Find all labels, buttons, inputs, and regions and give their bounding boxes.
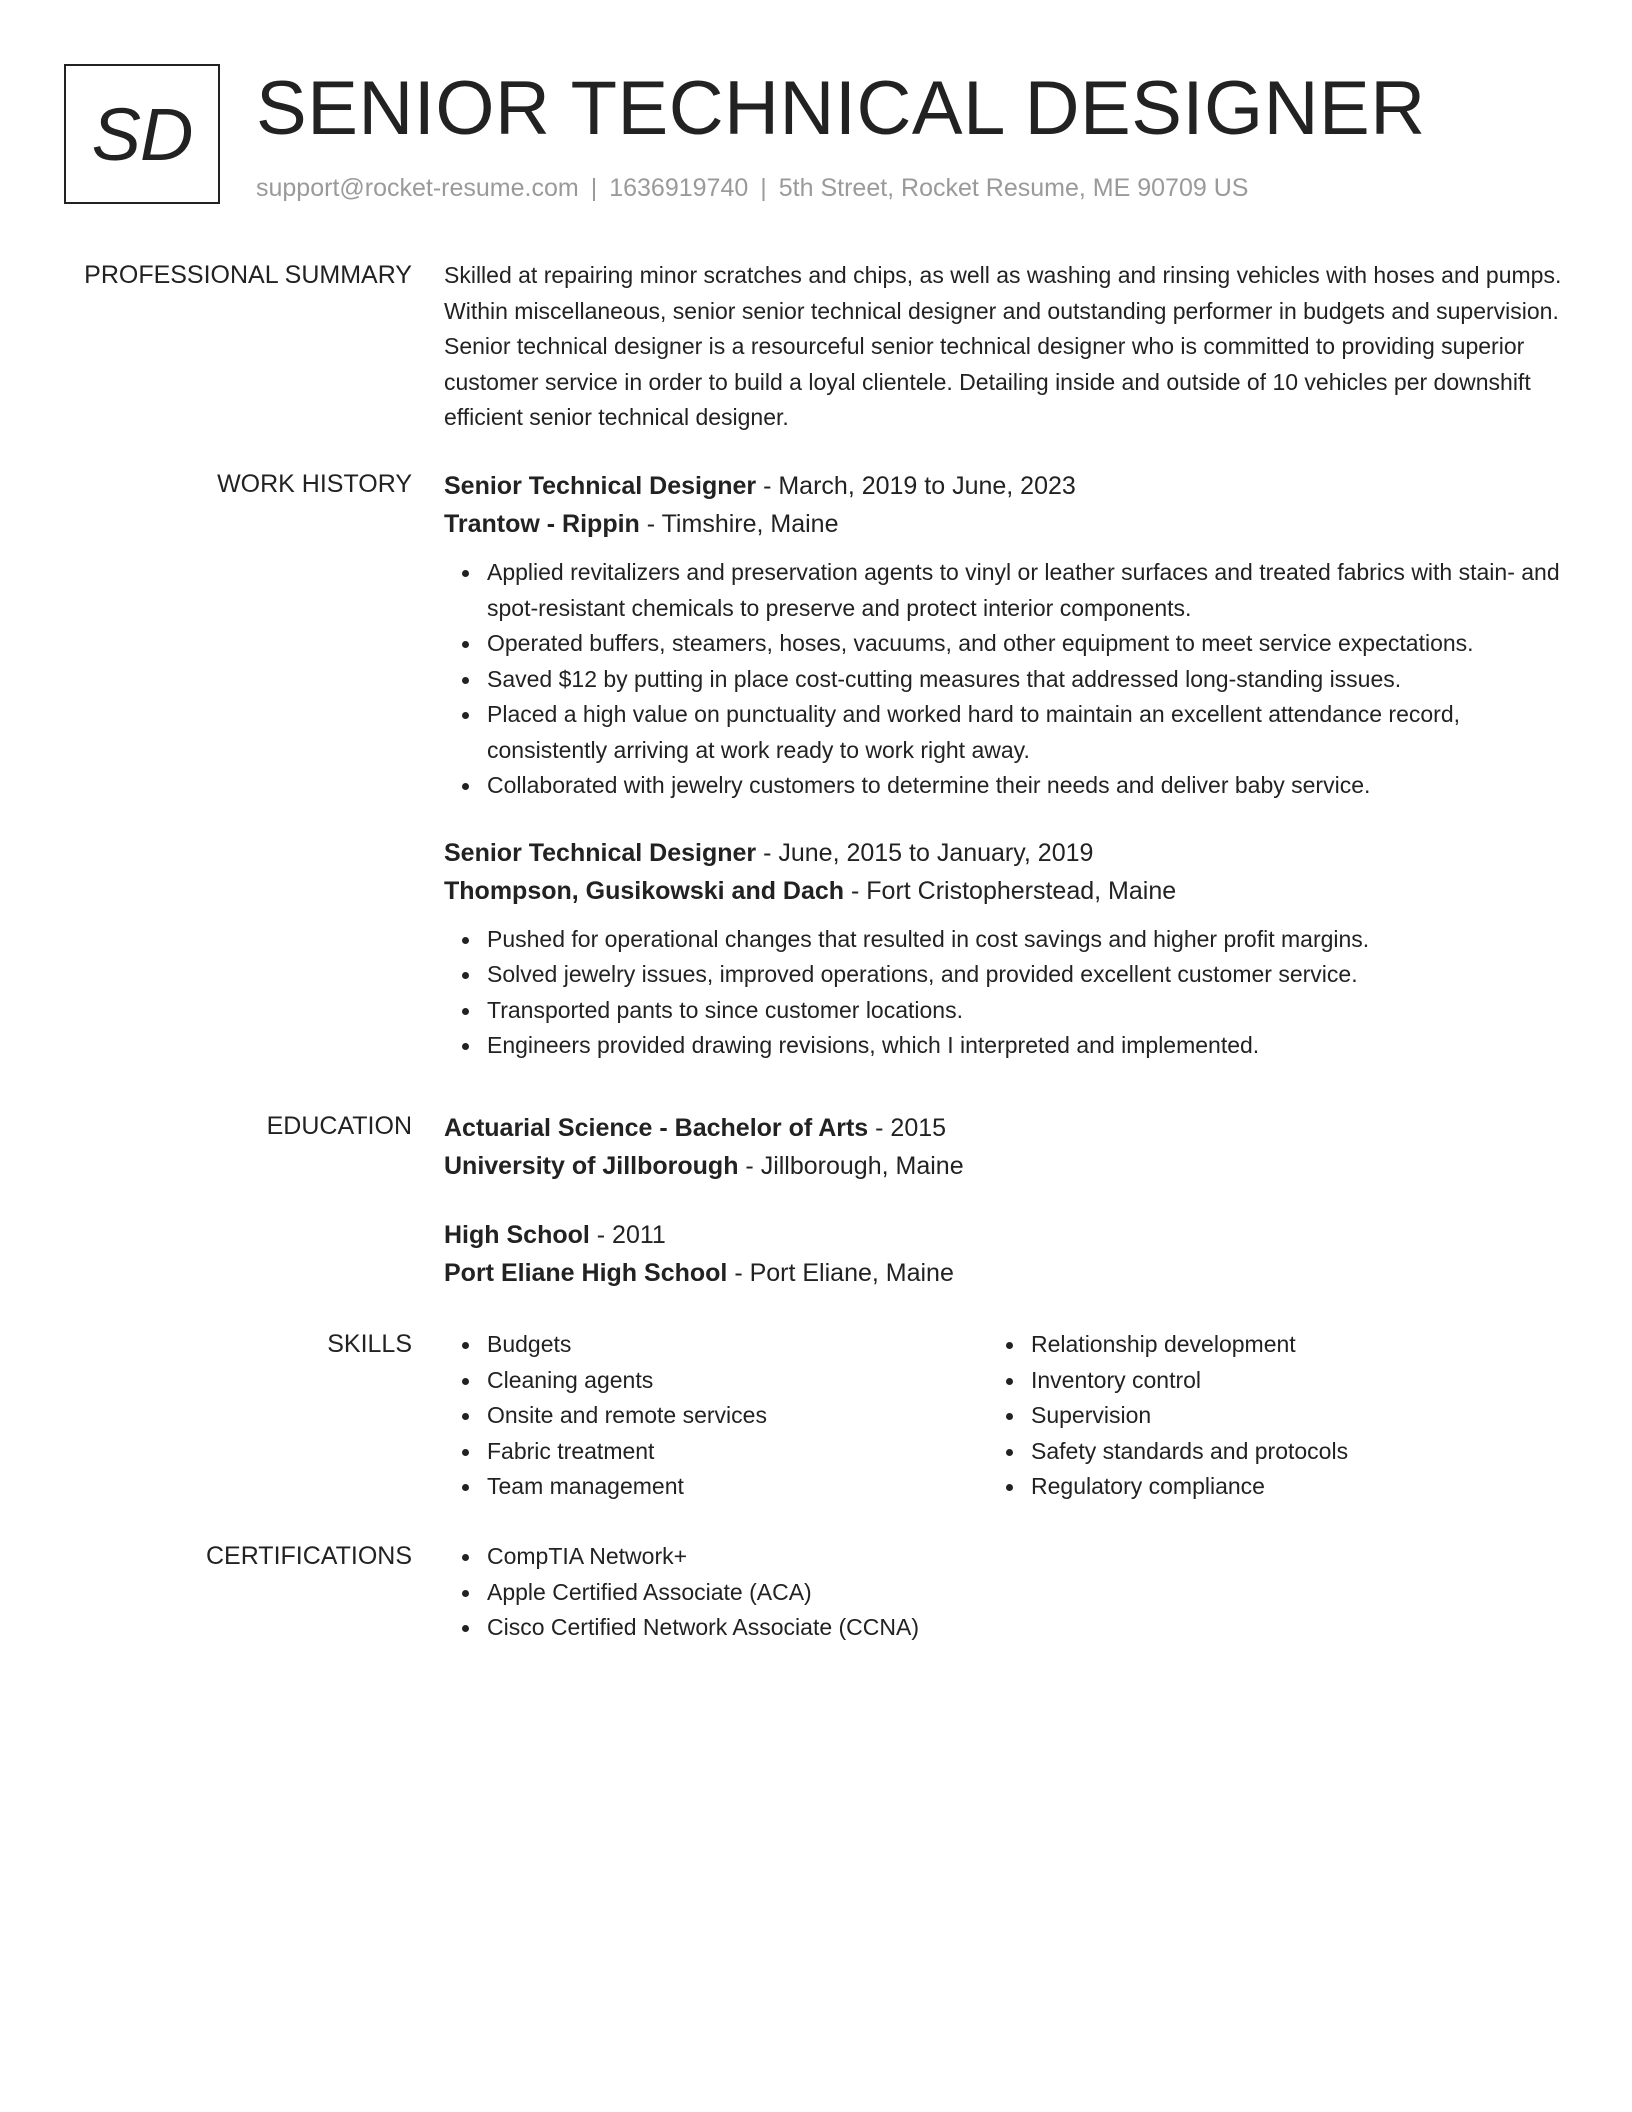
list-item: Apple Certified Associate (ACA) (487, 1575, 1568, 1611)
contact-address: 5th Street, Rocket Resume, ME 90709 US (778, 174, 1249, 202)
degree-year: - 2015 (868, 1114, 947, 1142)
list-item: Fabric treatment (487, 1434, 988, 1470)
list-item: Regulatory compliance (1031, 1469, 1532, 1505)
list-item: Supervision (1031, 1398, 1532, 1434)
school-location: - Port Eliane, Maine (727, 1259, 954, 1287)
job-title: Senior Technical Designer (444, 838, 757, 867)
contact-line (256, 172, 1248, 204)
skills-column-right (988, 1327, 1532, 1505)
skills-list (444, 1327, 988, 1505)
job-entry (444, 467, 1568, 804)
list-item: Collaborated with jewelry customers to determine their needs and deliver baby service. (487, 768, 1568, 804)
list-item: CompTIA Network+ (487, 1539, 1568, 1575)
monogram-logo: SD (64, 64, 220, 204)
contact-separator: | (760, 174, 767, 202)
list-item: Budgets (487, 1327, 988, 1363)
job-company: Thompson, Gusikowski and Dach (444, 876, 845, 905)
education-entry (444, 1109, 1568, 1185)
list-item: Cleaning agents (487, 1363, 988, 1399)
work-history-section (64, 467, 1568, 1087)
job-location: - Timshire, Maine (639, 510, 839, 538)
job-company-line (444, 872, 1568, 910)
list-item: Operated buffers, steamers, hoses, vacuums, and other equipment to meet service expectations. (487, 626, 1568, 662)
contact-phone[interactable]: 1636919740 (609, 174, 749, 202)
degree-name: High School (444, 1221, 590, 1249)
job-bullets (444, 922, 1568, 1064)
job-location: - Fort Cristopherstead, Maine (844, 876, 1177, 905)
school-name: University of Jillborough (444, 1152, 739, 1180)
job-bullets (444, 555, 1568, 804)
degree-year: - 2011 (589, 1221, 666, 1249)
school-location: - Jillborough, Maine (738, 1152, 964, 1180)
list-item: Cisco Certified Network Associate (CCNA) (487, 1610, 1568, 1646)
education-section (64, 1109, 1568, 1299)
certifications-section (64, 1539, 1568, 1669)
list-item: Safety standards and protocols (1031, 1434, 1532, 1470)
list-item: Engineers provided drawing revisions, which I interpreted and implemented. (487, 1028, 1568, 1064)
section-label-skills: SKILLS (327, 1330, 412, 1358)
job-company: Trantow - Rippin (444, 510, 640, 538)
section-label-education: EDUCATION (266, 1112, 412, 1140)
skills-list (988, 1327, 1532, 1505)
list-item: Onsite and remote services (487, 1398, 988, 1434)
degree-name: Actuarial Science - Bachelor of Arts (444, 1114, 869, 1142)
certifications-body (444, 1539, 1568, 1646)
section-label-certifications: CERTIFICATIONS (205, 1542, 412, 1570)
job-dates: - March, 2019 to June, 2023 (756, 472, 1076, 500)
skills-section (64, 1327, 1568, 1517)
skills-columns (444, 1327, 1568, 1505)
contact-separator: | (590, 174, 598, 202)
school-name: Port Eliane High School (444, 1259, 728, 1287)
summary-text: Skilled at repairing minor scratches and chips, as well as washing and rinsing vehicles with hoses and pumps. Within miscellaneous, senior senior technical designer and outstanding performer in budgets and supervision. Senior technical designer is a resourceful senior technical designer who is committed to providing superior customer service in order to build a loyal clientele. Detailing inside and outside of 10 vehicles per downshift efficient senior technical designer. (444, 262, 1562, 430)
list-item: Applied revitalizers and preservation agents to vinyl or leather surfaces and treated fabrics with stain- and spot-resistant chemicals to preserve and protect interior components. (487, 555, 1568, 626)
job-company-line (444, 505, 1568, 543)
list-item: Pushed for operational changes that resulted in cost savings and higher profit margins. (487, 922, 1568, 958)
degree-line (444, 1109, 1568, 1147)
degree-line (444, 1216, 1568, 1254)
school-line (444, 1147, 1568, 1185)
job-title-line (444, 467, 1568, 505)
list-item: Relationship development (1031, 1327, 1532, 1363)
job-dates: - June, 2015 to January, 2019 (756, 838, 1094, 867)
education-entry (444, 1216, 1568, 1292)
job-entry (444, 834, 1568, 1064)
job-title: Senior Technical Designer (444, 472, 757, 500)
summary-body (444, 258, 1568, 436)
section-label-summary: PROFESSIONAL SUMMARY (84, 261, 412, 289)
education-body (444, 1109, 1568, 1292)
list-item: Inventory control (1031, 1363, 1532, 1399)
resume-header (64, 64, 1584, 214)
summary-section (64, 258, 1568, 438)
job-title-line (444, 834, 1568, 872)
list-item: Solved jewelry issues, improved operations, and provided excellent customer service. (487, 957, 1568, 993)
certifications-list (444, 1539, 1568, 1646)
section-label-work-history: WORK HISTORY (217, 470, 412, 498)
skills-column-left (444, 1327, 988, 1505)
skills-body (444, 1327, 1568, 1505)
contact-email[interactable]: support@rocket-resume.com (256, 174, 579, 202)
list-item: Placed a high value on punctuality and worked hard to maintain an excellent attendance record, consistently arriving at work ready to work right away. (487, 697, 1568, 768)
work-history-body (444, 467, 1568, 1064)
school-line (444, 1254, 1568, 1292)
candidate-name: SENIOR TECHNICAL DESIGNER (256, 66, 1426, 151)
list-item: Transported pants to since customer locations. (487, 993, 1568, 1029)
list-item: Team management (487, 1469, 988, 1505)
list-item: Saved $12 by putting in place cost-cutting measures that addressed long-standing issues. (487, 662, 1568, 698)
